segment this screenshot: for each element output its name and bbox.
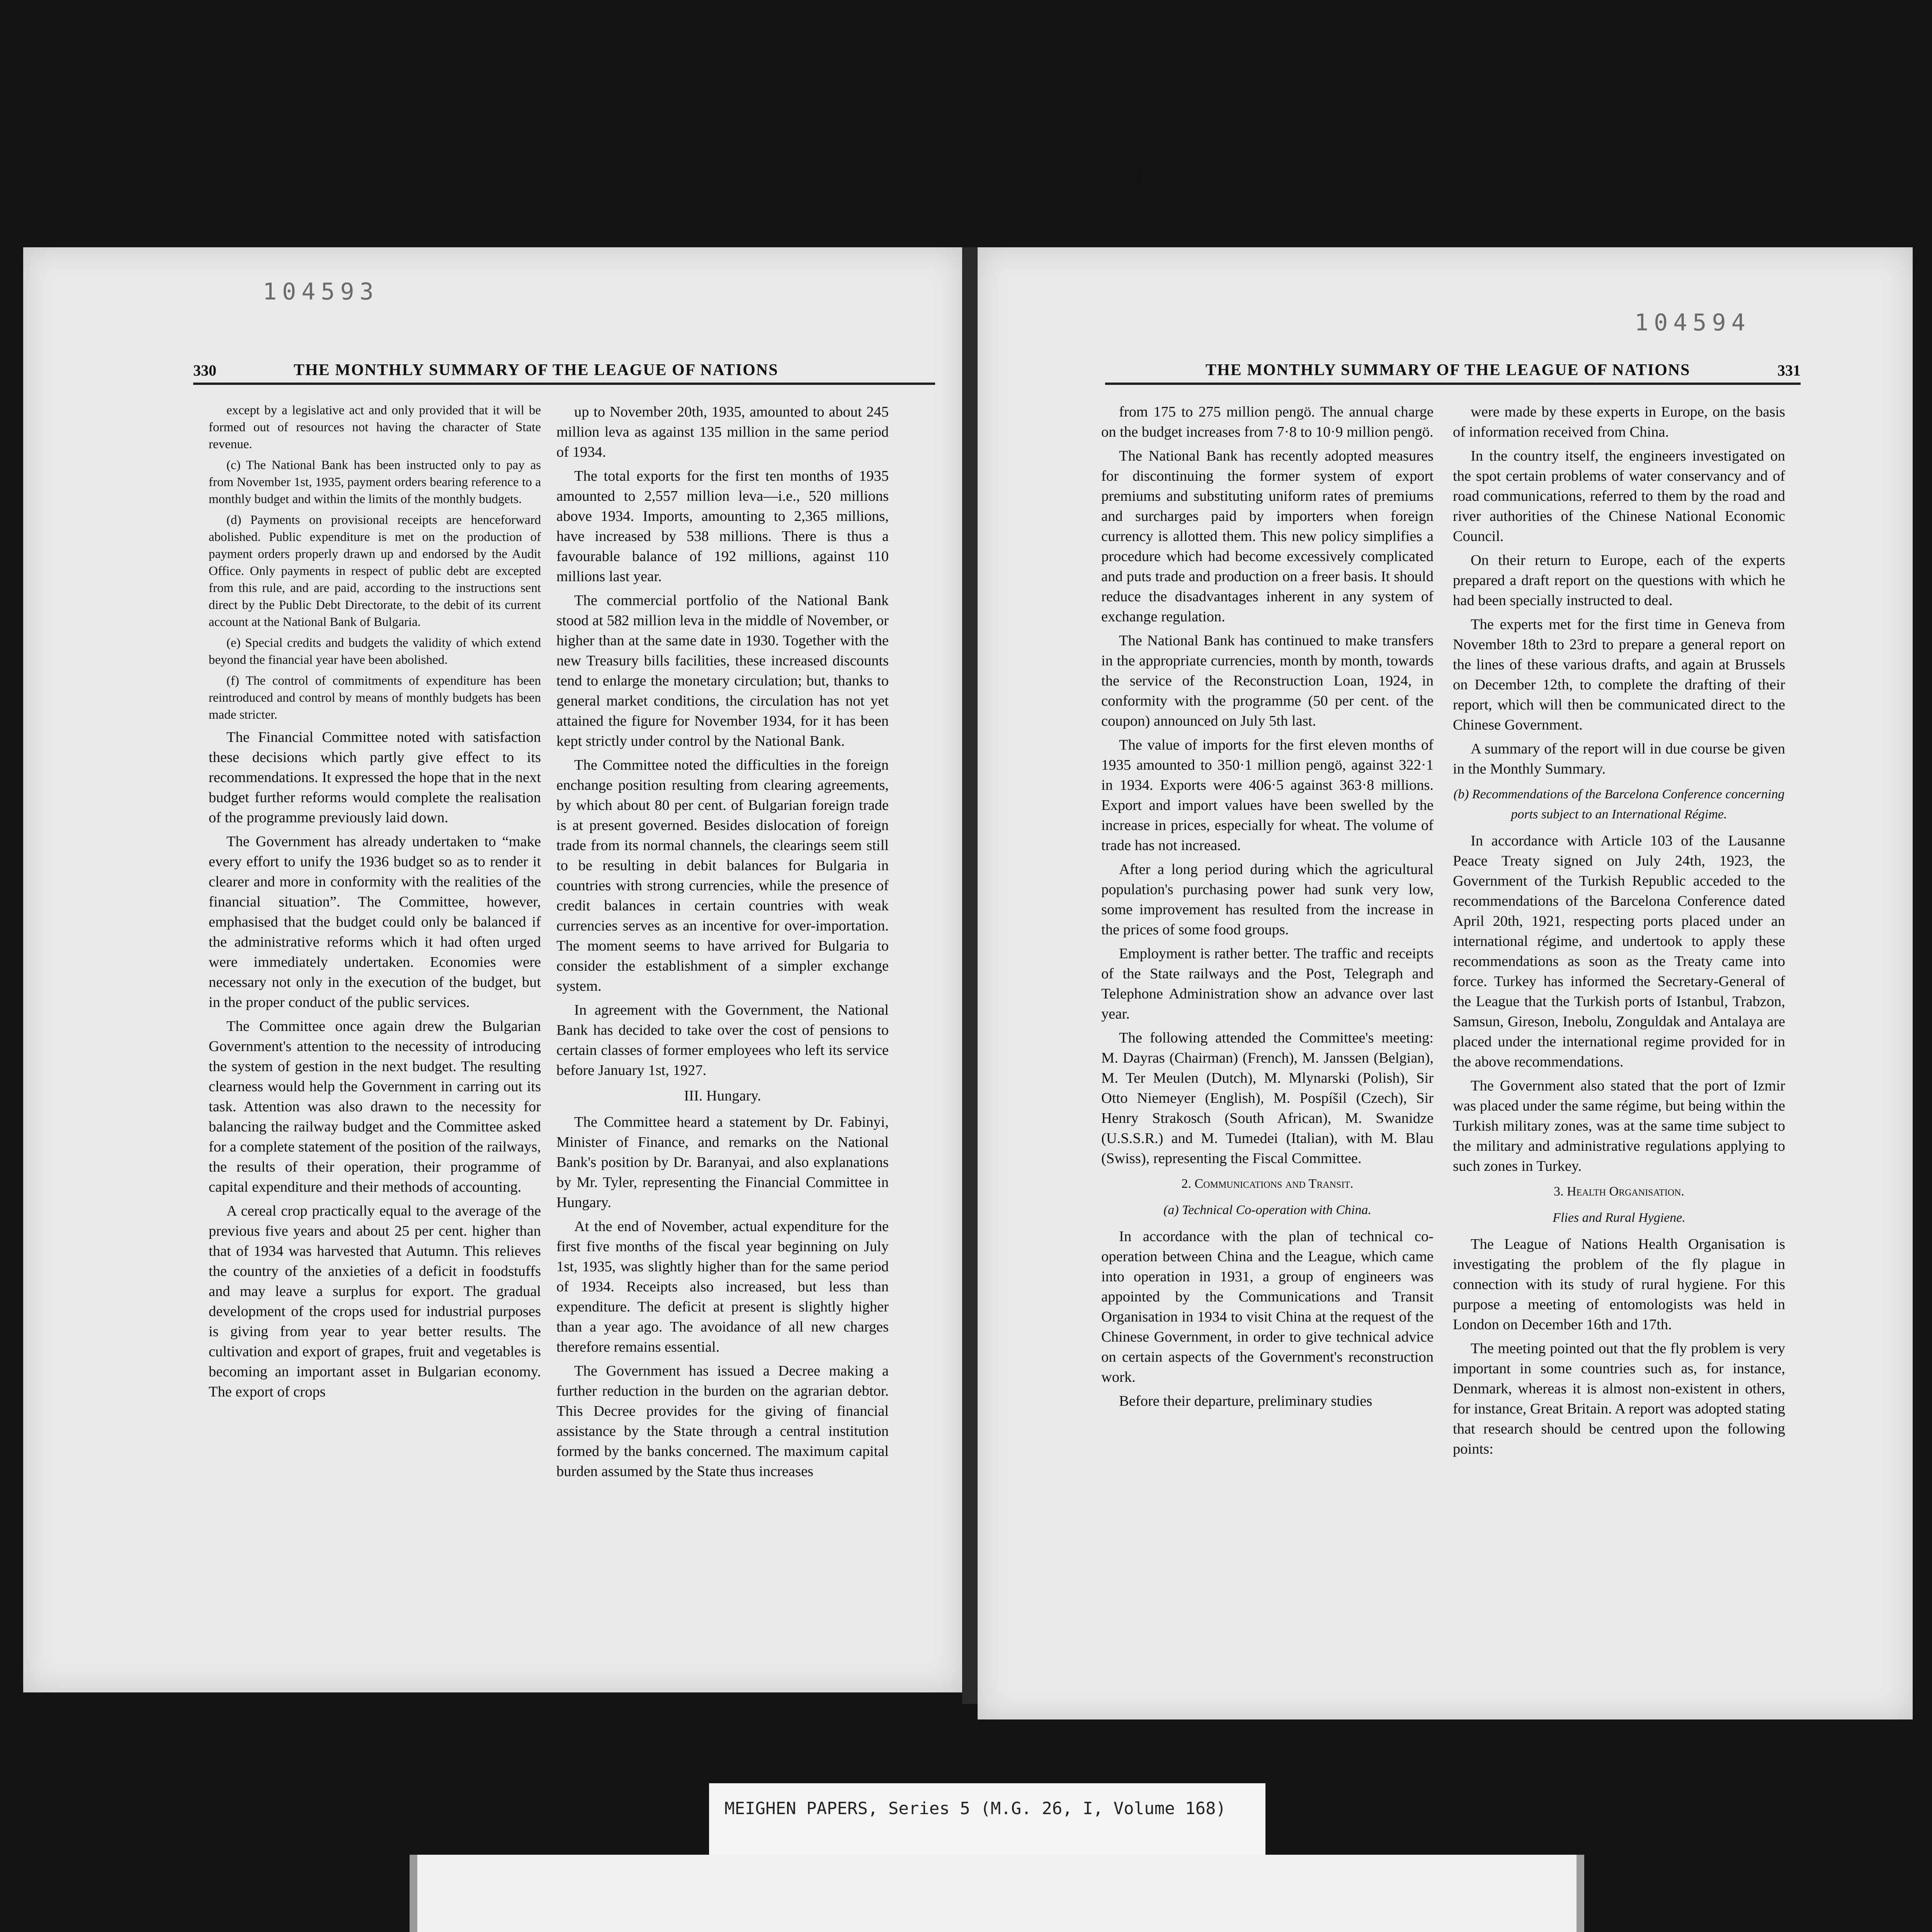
column-left — [1101, 402, 1434, 1415]
paragraph: On their return to Europe, each of the experts prepared a draft report on the questions with which he had been specially instructed to deal. — [1453, 552, 1785, 609]
paragraph: were made by these experts in Europe, on the basis of information received from China. — [1453, 404, 1785, 440]
paragraph: (b) Recommendations of the Barcelona Conference concerning ports subject to an International Régime. — [1453, 787, 1785, 821]
running-head — [193, 355, 935, 385]
page-number: 331 — [1777, 362, 1801, 379]
archive-card — [410, 1855, 1584, 1932]
paragraph: Employment is rather better. The traffic and receipts of the State railways and the Post, Telegraph and Telephone Administration show an advance over last year. — [1101, 946, 1434, 1022]
paragraph: The meeting pointed out that the fly problem is very important in some countries such as, for instance, Denmark, whereas it is almost non-existent in others, for instance, Great Britain. A report was adopted stating that research should be centred upon the following points: — [1453, 1340, 1785, 1457]
right-page — [978, 247, 1913, 1719]
paragraph: (d) Payments on provisional receipts are henceforward abolished. Public expenditure is met on the production of payment orders properly drawn up and endorsed by the Audit Office. Only payments in respect of public debt are excepted from this rule, and are paid, according to the instructions sent direct by the Public Debt Directorate, to the debit of its current account at the National Bank of Bulgaria. — [209, 513, 541, 629]
paragraph: The Government has issued a Decree making a further reduction in the burden on the agrarian debtor. This Decree provides for the giving of financial assistance by the State through a central institution formed by the banks concerned. The maximum capital burden assumed by the State thus increases — [556, 1363, 889, 1480]
paragraph: (a) Technical Co-operation with China. — [1163, 1203, 1371, 1217]
page-number: 330 — [193, 362, 216, 379]
paragraph: A summary of the report will in due course be given in the Monthly Summary. — [1453, 741, 1785, 777]
paragraph: In accordance with Article 103 of the Lausanne Peace Treaty signed on July 24th, 1923, the Government of the Turkish Republic acceded to the recommendations of the Barcelona Conference dated April 20th, 1921, respecting ports placed under an international régime, and undertook to apply these recommendations as soon as the Treaty came into force. Turkey has informed the Secretary-General of the League that the Turkish ports of Istanbul, Trabzon, Samsun, Gireson, Inebolu, Zonguldak and Antalaya are placed under the international regime provided for in the above recommendations. — [1453, 833, 1785, 1070]
archive-slip — [709, 1783, 1265, 1861]
paragraph: In accordance with the plan of technical co-operation between China and the League, which came into operation in 1931, a group of engineers was appointed by the Communications and Transit Organisation in 1934 to visit China at the request of the Chinese Government, in order to give technical advice on certain aspects of the Government's reconstruction work. — [1101, 1228, 1434, 1385]
paragraph: except by a legislative act and only provided that it will be formed out of resources not having the character of State revenue. — [209, 403, 541, 451]
paragraph: A cereal crop practically equal to the average of the previous five years and about 25 per cent. higher than that of 1934 was harvested that Autumn. This relieves the country of the anxieties of a deficit in foodstuffs and may leave a surplus for export. The gradual development of the crops used for industrial purposes is giving from year to year better results. The cultivation and export of grapes, fruit and vegetables is becoming an important asset in Bulgarian economy. The export of crops — [209, 1203, 541, 1400]
paragraph: 3. Health Organisation. — [1554, 1184, 1684, 1199]
running-title: THE MONTHLY SUMMARY OF THE LEAGUE OF NATIONS — [1206, 361, 1690, 379]
column-right — [1453, 402, 1785, 1463]
paragraph: from 175 to 275 million pengö. The annual charge on the budget increases from 7·8 to 10·9 million pengö. — [1101, 404, 1434, 440]
book-gutter — [962, 247, 978, 1704]
paragraph: The experts met for the first time in Geneva from November 18th to 23rd to prepare a general report on the lines of these various drafts, and again at Brussels on December 12th, to complete the drafting of their report, which will then be communicated direct to the Chinese Government. — [1453, 616, 1785, 733]
paragraph: The Financial Committee noted with satisfaction these decisions which partly give effect to its recommendations. It expressed the hope that in the next budget further reforms would complete the realisation of the programme previously laid down. — [209, 729, 541, 826]
paragraph: The National Bank has recently adopted measures for discontinuing the former system of export premiums and substituting uniform rates of premiums and surcharges paid by importers when foreign currency is allotted them. This new policy simplifies a procedure which had become excessively complicated and puts trade and production on a freer basis. It should reduce the disadvantages inherent in any system of exchange regulation. — [1101, 448, 1434, 625]
paragraph: At the end of November, actual expenditure for the first five months of the fiscal year beginning on July 1st, 1935, was slightly higher than for the same period of 1934. Receipts also increased, but less than expenditure. The deficit at present is slightly higher than a year ago. The avoidance of all new charges therefore remains essential. — [556, 1218, 889, 1355]
paragraph: (f) The control of commitments of expenditure has been reintroduced and control by means of monthly budgets has been made stricter. — [209, 674, 541, 722]
paragraph: (c) The National Bank has been instructed only to pay as from November 1st, 1935, payment orders bearing reference to a monthly budget and within the limits of the monthly budgets. — [209, 458, 541, 506]
running-title: THE MONTHLY SUMMARY OF THE LEAGUE OF NATIONS — [294, 361, 779, 379]
paragraph: In the country itself, the engineers investigated on the spot certain problems of water conservancy and of road communications, referred to them by the road and river authorities of the Chinese National Economic Council. — [1453, 448, 1785, 544]
paragraph: The total exports for the first ten months of 1935 amounted to 2,557 million leva—i.e., 520 millions above 1934. Imports, amounting to 2,365 millions, have increased by 538 millions. There is thus a favourable balance of 192 millions, against 110 millions last year. — [556, 468, 889, 585]
paragraph: The value of imports for the first eleven months of 1935 amounted to 350·1 million pengö, against 322·1 in 1934. Exports were 406·5 against 363·8 millions. Export and import values have been swelled by the increase in prices, especially for wheat. The volume of trade has not increased. — [1101, 737, 1434, 854]
paragraph: The following attended the Committee's meeting: M. Dayras (Chairman) (French), M. Janssen (Belgian), M. Ter Meulen (Dutch), M. Mlynarski (Polish), Sir Otto Niemeyer (English), M. Pospíšil (Czech), Sir Henry Strakosch (South African), M. Swanidze (U.S.S.R.) and M. Tumedei (Italian), with M. Blau (Swiss), representing the Fiscal Committee. — [1101, 1030, 1434, 1167]
frame-stamp: 104594 — [1634, 309, 1751, 336]
paragraph: Before their departure, preliminary studies — [1119, 1393, 1372, 1409]
film-mark — [1138, 170, 1141, 185]
running-head — [1105, 355, 1801, 385]
slip-text: MEIGHEN PAPERS, Series 5 (M.G. 26, I, Volume 168) — [724, 1799, 1226, 1818]
paragraph: up to November 20th, 1935, amounted to about 245 million leva as against 135 million in the same period of 1934. — [556, 404, 889, 460]
paragraph: The National Bank has continued to make transfers in the appropriate currencies, month by month, towards the service of the Reconstruction Loan, 1924, in conformity with the programme (50 per cent. of the coupon) announced on July 5th last. — [1101, 633, 1434, 729]
paragraph: After a long period during which the agricultural population's purchasing power had sunk very low, some improvement has resulted from the increase in the prices of some food groups. — [1101, 861, 1434, 938]
paragraph: 2. Communications and Transit. — [1181, 1177, 1354, 1191]
column-right — [556, 402, 889, 1485]
paragraph: The Committee heard a statement by Dr. Fabinyi, Minister of Finance, and remarks on the National Bank's position by Dr. Baranyai, and also explanations by Mr. Tyler, representing the Financial Committee in Hungary. — [556, 1114, 889, 1211]
column-left — [209, 402, 541, 1406]
paragraph: Flies and Rural Hygiene. — [1553, 1211, 1685, 1225]
paragraph: The Committee once again drew the Bulgarian Government's attention to the necessity of introducing the system of gestion in the next budget. The resulting clearness would help the Government in carring out its task. Attention was also drawn to the necessity for balancing the railway budget and the Committee asked for a complete statement of the position of the railways, the results of their operation, their programme of capital expenditure and their methods of accounting. — [209, 1018, 541, 1195]
left-page — [23, 247, 962, 1692]
paragraph: The Government has already undertaken to “make every effort to unify the 1936 budget so as to render it clearer and more in conformity with the realities of the financial situation”. The Committee, however, emphasised that the budget could only be balanced if the administrative reforms which it had often urged were immediately undertaken. Economies were necessary not only in the execution of the budget, but in the proper conduct of the public services. — [209, 833, 541, 1010]
paragraph: (e) Special credits and budgets the validity of which extend beyond the financial year have been abolished. — [209, 636, 541, 667]
frame-stamp: 104593 — [263, 278, 379, 305]
paragraph: In agreement with the Government, the National Bank has decided to take over the cost of pensions to certain classes of former employees who left its service before January 1st, 1927. — [556, 1002, 889, 1078]
paragraph: The Government also stated that the port of Izmir was placed under the same régime, but being within the Turkish military zones, was at the same time subject to the military and administrative regulations applying to such zones in Turkey. — [1453, 1078, 1785, 1174]
paragraph: The commercial portfolio of the National Bank stood at 582 million leva in the middle of November, or higher than at the same date in 1930. Together with the new Treasury bills facilities, these increased discounts tend to enlarge the monetary circulation; but, thanks to general market conditions, the circulation has not yet attained the figure for November 1934, for it has been kept strictly under control by the National Bank. — [556, 592, 889, 749]
paragraph: III. Hungary. — [684, 1088, 761, 1104]
paragraph: The Committee noted the difficulties in the foreign enchange position resulting from clearing agreements, by which about 80 per cent. of Bulgarian foreign trade is at present governed. Besides dislocation of foreign trade from its normal channels, the clearings seem still to be resulting in debit balances for Bulgaria in countries with strong currencies, while the presence of credit balances in certain countries with weak currencies serves as an incentive for over-importation. The moment seems to have arrived for Bulgaria to consider the establishment of a simpler exchange system. — [556, 757, 889, 994]
paragraph: The League of Nations Health Organisation is investigating the problem of the fly plague in connection with its study of rural hygiene. For this purpose a meeting of entomologists was held in London on December 16th and 17th. — [1453, 1236, 1785, 1333]
